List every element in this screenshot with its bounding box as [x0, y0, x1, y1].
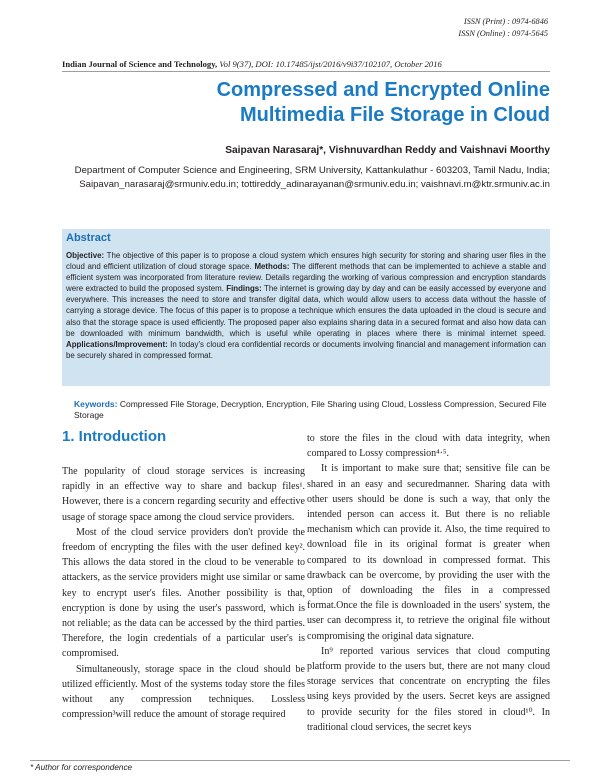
title-line-1: Compressed and Encrypted Online: [216, 79, 550, 101]
footnote: * Author for correspondence: [30, 763, 133, 772]
header-divider: [62, 71, 550, 72]
affiliation: [62, 164, 550, 192]
journal-name: Indian Journal of Science and Technology,: [62, 59, 218, 69]
title-line-2: Multimedia File Storage in Cloud: [239, 104, 550, 126]
objective-label: Objective:: [66, 251, 105, 260]
journal-details: Vol 9(37), DOI: 10.17485/ijst/2016/v9i37/102107, October 2016: [219, 59, 442, 69]
author-list: Saipavan Narasaraj*, Vishnuvardhan Reddy and Vaishnavi Moorthy: [225, 145, 550, 156]
affiliation-emails: Saipavan_narasaraj@srmuniv.edu.in; tottireddy_adinarayanan@srmuniv.edu.in; vaishnavi.m@ktr.srmuniv.ac.in: [79, 179, 550, 190]
paragraph: to store the files in the cloud with data integrity, when compared to Lossy compression⁴·⁵.: [307, 433, 550, 460]
journal-citation: [62, 59, 442, 69]
paragraph: Simultaneously, storage space in the cloud should be utilized efficiently. Most of the systems today store the files without any compression techniques. Lossless compression³will reduce the amount of storage required: [62, 663, 305, 721]
paragraph: In⁹ reported various services that cloud computing platform provide to the users but, there are not many cloud storage services that concentrate on encrypting the files using keys provided by the users. Secret keys are assigned to provide security for the files stored in cloud¹⁰. In traditional cloud services, the secret keys: [307, 645, 550, 733]
issn-online: ISSN (Online) : 0974-5645: [458, 29, 548, 38]
abstract-heading: Abstract: [66, 232, 111, 244]
keywords-label: Keywords:: [74, 399, 118, 409]
affiliation-address: Department of Computer Science and Engineering, SRM University, Kattankulathur - 603203, Tamil Nadu, India;: [74, 165, 550, 176]
body-column-left: [62, 464, 305, 722]
paragraph: The popularity of cloud storage services is increasing rapidly in an effective way to share and backup files¹. However, there is a concern regarding security and effective usage of storage space among the cloud service providers.: [62, 466, 305, 523]
objective-text: The objective of this paper is to propose a cloud system which ensures high security for storing and sharing user files in the cloud and efficient utilization of cloud storage space.: [66, 251, 546, 272]
methods-label: Methods:: [254, 262, 290, 272]
applications-label: Applications/Improvement:: [66, 339, 168, 349]
findings-text: The internet is growing day by day and can be easily accessed by everyone and everywhere. This increases the need to store and transfer digital data, which would allow users to access data without the hassle of carrying a storage device. The focus of this paper is to propose a technique which ensures the data uploaded in the cloud is secure and also that the storage space is used efficiently. The proposed paper also explains sharing data in a secured format and also how data can be downloaded with minimum bandwidth, which is useful while operating in places where there is minimal internet speed.: [66, 284, 546, 338]
issn-print: ISSN (Print) : 0974-6846: [463, 17, 548, 26]
paragraph: It is important to make sure that; sensitive file can be shared in an easy and securedmanner. Sharing data with other users should be done is such a way, that only the intended person can access it. But there is no reliable mechanism which can provide it. Also, the time required to download file in its original format is greater when compared to its download in compressed format. This drawback can be overcome, by providing the user with the option of downloading the files in a compressed format.Once the file is downloaded in the users' system, the user can decompress it, to retrieve the original file without compromising the original data signature.: [307, 463, 550, 642]
keywords: [62, 399, 550, 421]
section-heading-introduction: 1. Introduction: [62, 428, 167, 445]
body-column-right: [307, 431, 550, 735]
findings-label: Findings:: [226, 284, 262, 294]
issn-block: [458, 16, 548, 40]
paper-title: [170, 78, 550, 128]
footnote-divider: [30, 760, 570, 761]
abstract-box: [62, 229, 550, 386]
applications-text: In today's cloud era confidential records or documents involving financial and management information can be securely shared in compressed format.: [66, 339, 546, 360]
keywords-text: Compressed File Storage, Decryption, Encryption, File Sharing using Cloud, Lossless Compression, Secured File Storage: [74, 399, 547, 420]
abstract-body: [66, 250, 546, 361]
paragraph: Most of the cloud service providers don't provide the freedom of encrypting the files with the user defined key². This allows the data stored in the cloud to be venerable to attackers, as the service providers might use similar or same key to encrypt user's files. Another possibility is that, encryption is done by using the user's password, which is not reliable; as the data can be accessed by the third parties. Therefore, the login credentials of a particular user's is compromised.: [62, 526, 305, 660]
methods-text: The different methods that can be implemented to achieve a stable and efficient system was incorporated from literature review. Details regarding the working of various compression and encryption standards were extracted to build the proposed system.: [66, 262, 546, 294]
